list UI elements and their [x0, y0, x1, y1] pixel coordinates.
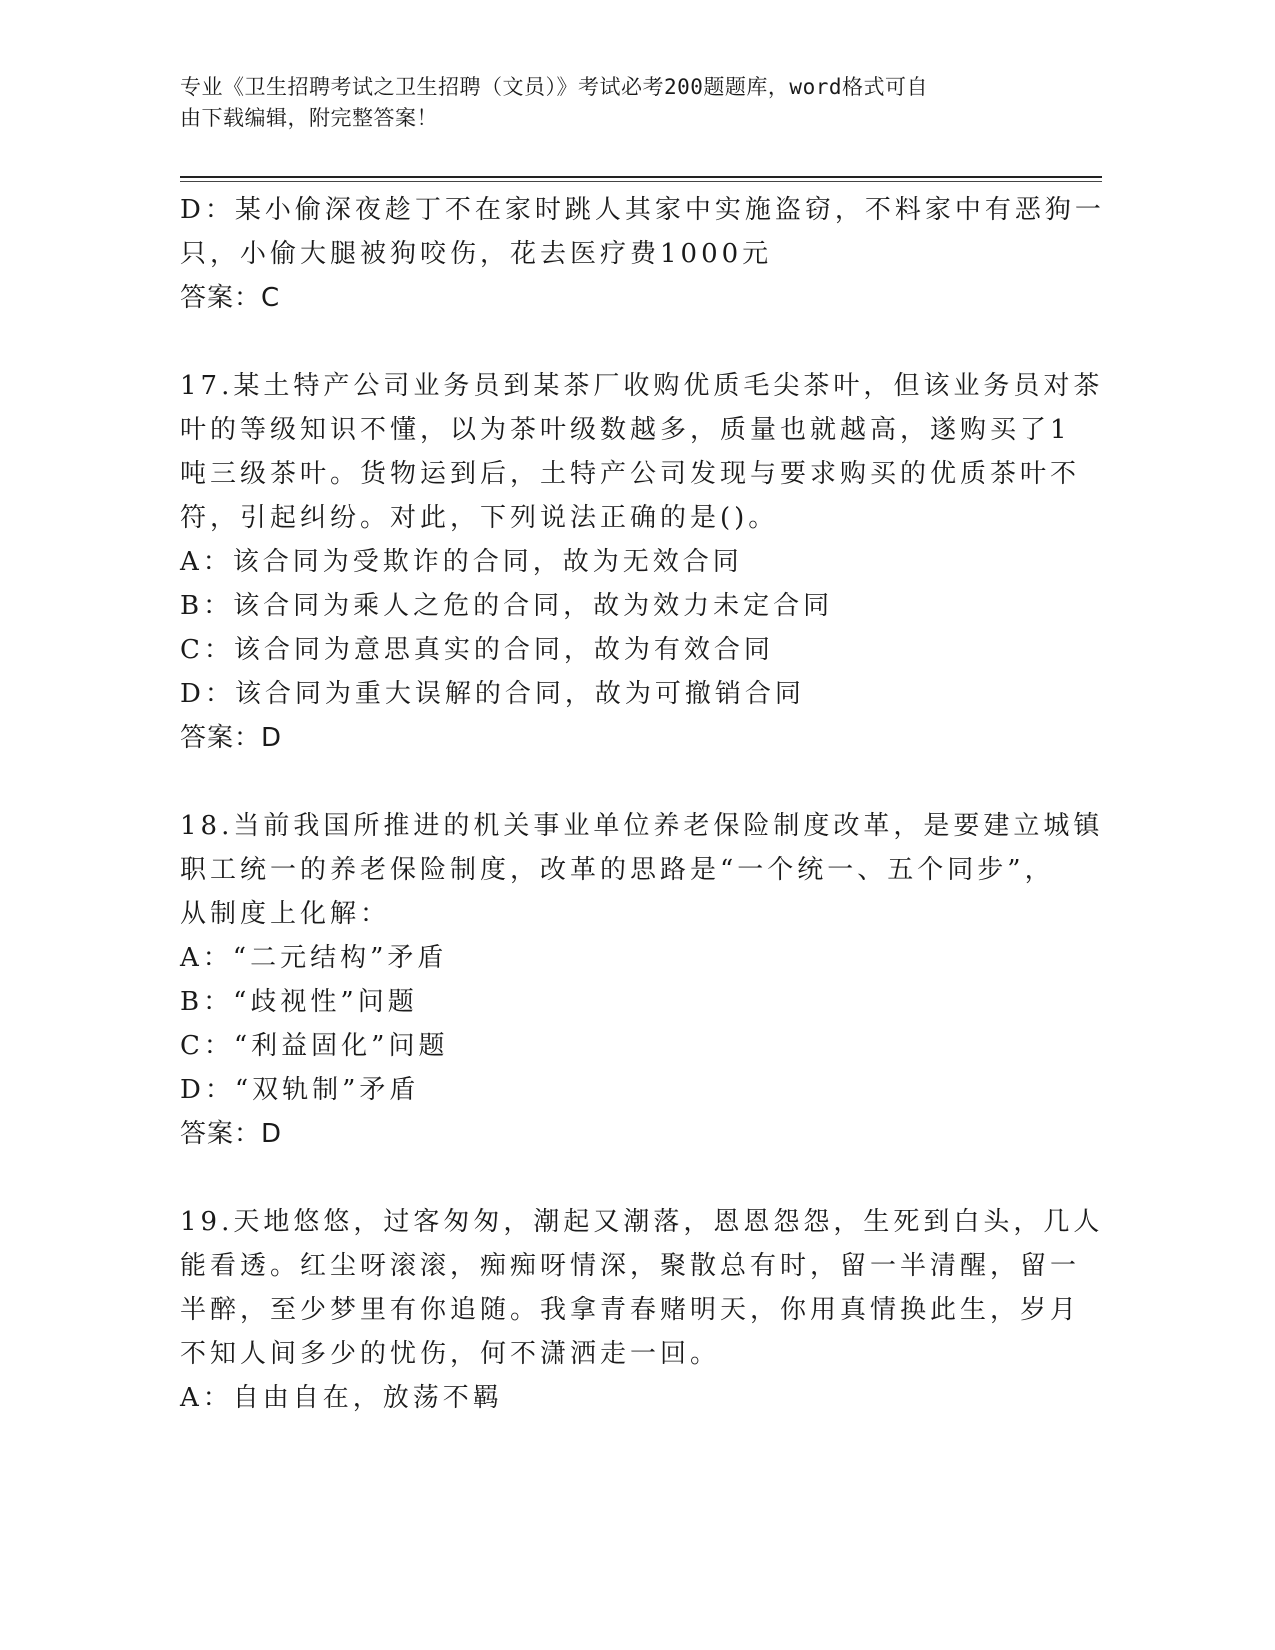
q19-stem-line-3: 半醉，至少梦里有你追随。我拿青春赌明天，你用真情换此生，岁月	[180, 1295, 1081, 1325]
question-16	[180, 188, 1105, 320]
header-title-line-2: 由下载编辑，附完整答案！	[180, 106, 438, 130]
q19-option-a: A：自由自在，放荡不羁	[180, 1383, 503, 1413]
header-title-line-1: 专业《卫生招聘考试之卫生招聘（文员）》考试必考200题题库，word格式可自	[180, 75, 928, 99]
header-rule-thick	[180, 176, 1102, 178]
q17-stem-line-4: 符，引起纠纷。对此，下列说法正确的是()。	[180, 503, 779, 533]
spacer	[180, 320, 1060, 364]
q17-stem-line-2: 叶的等级知识不懂，以为茶叶级数越多，质量也就越高，遂购买了1	[180, 415, 1071, 445]
q16-option-d-line-1: D：某小偷深夜趁丁不在家时跳人其家中实施盗窃，不料家中有恶狗一	[180, 195, 1105, 225]
q18-option-a: A：“二元结构”矛盾	[180, 943, 448, 973]
q17-answer: 答案：D	[180, 723, 283, 753]
question-19	[180, 1200, 1104, 1420]
q17-option-c: C：该合同为意思真实的合同，故为有效合同	[180, 635, 774, 665]
spacer	[180, 760, 1060, 804]
q18-option-b: B：“歧视性”问题	[180, 987, 418, 1017]
q17-option-d: D：该合同为重大误解的合同，故为可撤销合同	[180, 679, 805, 709]
q17-stem-line-3: 吨三级茶叶。货物运到后，土特产公司发现与要求购买的优质茶叶不	[180, 459, 1081, 489]
q17-stem-line-1: 17.某土特产公司业务员到某茶厂收购优质毛尖茶叶，但该业务员对茶	[180, 371, 1104, 401]
question-list	[180, 188, 1105, 1420]
question-17	[180, 364, 1104, 760]
q17-option-a: A：该合同为受欺诈的合同，故为无效合同	[180, 547, 743, 577]
q19-stem-line-4: 不知人间多少的忧伤，何不潇洒走一回。	[180, 1339, 721, 1369]
document-header	[180, 72, 1040, 134]
q18-option-d: D：“双轨制”矛盾	[180, 1075, 420, 1105]
q16-answer: 答案：C	[180, 283, 281, 313]
q18-stem-line-1: 18.当前我国所推进的机关事业单位养老保险制度改革，是要建立城镇	[180, 811, 1104, 841]
question-18	[180, 804, 1104, 1156]
q18-stem-line-2: 职工统一的养老保险制度，改革的思路是“一个统一、五个同步”，	[180, 855, 1055, 885]
spacer	[180, 1156, 1060, 1200]
q18-answer: 答案：D	[180, 1119, 283, 1149]
q19-stem-line-1: 19.天地悠悠，过客匆匆，潮起又潮落，恩恩怨怨，生死到白头，几人	[180, 1207, 1104, 1237]
q18-option-c: C：“利益固化”问题	[180, 1031, 449, 1061]
q19-stem-line-2: 能看透。红尘呀滚滚，痴痴呀情深，聚散总有时，留一半清醒，留一	[180, 1251, 1081, 1281]
q16-option-d-line-2: 只，小偷大腿被狗咬伤，花去医疗费1000元	[180, 239, 773, 269]
q17-option-b: B：该合同为乘人之危的合同，故为效力未定合同	[180, 591, 834, 621]
header-rule-thin	[180, 181, 1102, 182]
q18-stem-line-3: 从制度上化解：	[180, 899, 391, 929]
